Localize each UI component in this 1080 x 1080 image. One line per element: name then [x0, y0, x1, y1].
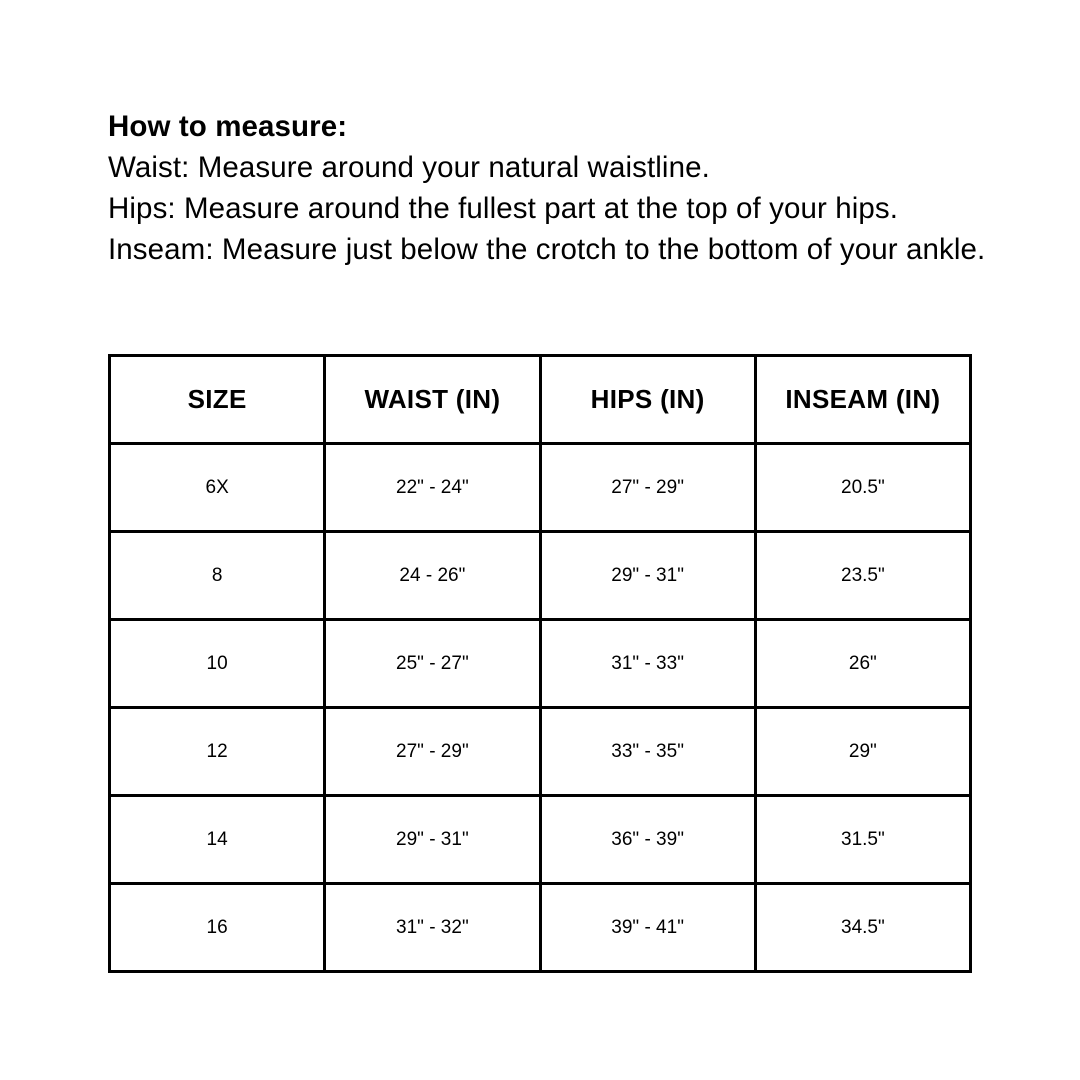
- inseam-cell: 31.5": [755, 796, 970, 884]
- waist-cell: 31" - 32": [325, 884, 540, 972]
- hips-cell: 31" - 33": [540, 620, 755, 708]
- table-row: [110, 884, 971, 972]
- inseam-cell: 26": [755, 620, 970, 708]
- hips-cell: 36" - 39": [540, 796, 755, 884]
- table-header-row: [110, 356, 971, 444]
- table-row: [110, 796, 971, 884]
- size-cell: 6X: [110, 444, 325, 532]
- waist-cell: 27" - 29": [325, 708, 540, 796]
- size-cell: 8: [110, 532, 325, 620]
- hips-instruction: Hips: Measure around the fullest part at the top of your hips.: [108, 192, 899, 225]
- instructions-heading: How to measure:: [108, 110, 348, 143]
- size-cell: 10: [110, 620, 325, 708]
- size-cell: 16: [110, 884, 325, 972]
- header-inseam: INSEAM (IN): [755, 356, 970, 444]
- table-row: [110, 444, 971, 532]
- waist-cell: 24 - 26": [325, 532, 540, 620]
- inseam-instruction: Inseam: Measure just below the crotch to the bottom of your ankle.: [108, 233, 986, 266]
- table-row: [110, 708, 971, 796]
- header-size: SIZE: [110, 356, 325, 444]
- hips-cell: 39" - 41": [540, 884, 755, 972]
- measurement-instructions: [108, 106, 988, 270]
- header-hips: HIPS (IN): [540, 356, 755, 444]
- table-row: [110, 532, 971, 620]
- size-cell: 14: [110, 796, 325, 884]
- waist-instruction: Waist: Measure around your natural waistline.: [108, 151, 710, 184]
- inseam-cell: 34.5": [755, 884, 970, 972]
- size-chart-table: [108, 354, 972, 973]
- table-row: [110, 620, 971, 708]
- hips-cell: 33" - 35": [540, 708, 755, 796]
- waist-cell: 25" - 27": [325, 620, 540, 708]
- size-cell: 12: [110, 708, 325, 796]
- inseam-cell: 20.5": [755, 444, 970, 532]
- hips-cell: 27" - 29": [540, 444, 755, 532]
- header-waist: WAIST (IN): [325, 356, 540, 444]
- hips-cell: 29" - 31": [540, 532, 755, 620]
- inseam-cell: 23.5": [755, 532, 970, 620]
- waist-cell: 22" - 24": [325, 444, 540, 532]
- inseam-cell: 29": [755, 708, 970, 796]
- waist-cell: 29" - 31": [325, 796, 540, 884]
